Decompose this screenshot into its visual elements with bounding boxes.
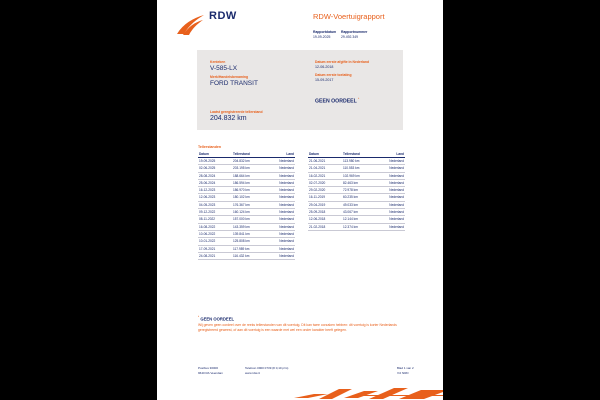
cell-reading: 203.195 km	[233, 166, 250, 171]
cell-date: 12-06-2023	[199, 195, 216, 200]
report-date: 19-09-2025	[313, 35, 331, 39]
odometer-table-left	[198, 151, 295, 260]
table-row	[308, 224, 405, 231]
cell-date: 12-06-2018	[309, 217, 326, 222]
cell-date: 21-04-2021	[309, 166, 326, 171]
cell-date: 16-11-2019	[309, 195, 326, 200]
cell-date: 16-08-2022	[199, 224, 216, 229]
cell-country: Nederland	[279, 224, 294, 229]
cell-reading: 113.980 km	[343, 159, 360, 163]
cell-date: 08-11-2022	[199, 217, 216, 222]
verdict	[315, 97, 359, 105]
table-row	[198, 246, 295, 253]
plate-label: Kenteken	[210, 60, 226, 64]
table-row	[198, 187, 295, 194]
table-row	[198, 165, 295, 172]
page-number: Blad 1 van 2	[397, 366, 414, 370]
table-row	[198, 173, 295, 180]
report-page	[157, 0, 443, 400]
make-label: Merk/Handelsbenaming	[210, 75, 249, 79]
contact-website: www.rdw.nl	[245, 371, 261, 375]
cell-country: Nederland	[279, 239, 294, 244]
document-version: V.0 NRD	[397, 371, 409, 375]
report-date-label: Rapportdatum	[313, 30, 337, 34]
report-date-block	[313, 30, 336, 40]
cell-date: 16-02-2021	[309, 173, 326, 178]
cell-country: Nederland	[279, 217, 294, 222]
cell-date: 02-06-2025	[199, 166, 216, 171]
table-row	[198, 180, 295, 187]
first-admission-value: 15-09-2017	[315, 78, 334, 82]
header-date: Datum	[199, 152, 209, 156]
cell-country: Nederland	[279, 231, 294, 236]
address-city: 9640 RA Veendam	[198, 371, 224, 375]
cell-reading: 116.432 km	[233, 253, 250, 258]
cell-reading: 186.970 km	[233, 188, 250, 193]
table-header	[308, 151, 405, 158]
cell-reading: 72.978 km	[343, 188, 358, 193]
table-row	[308, 194, 405, 201]
cell-date: 25-06-2024	[199, 180, 216, 185]
cell-country: Nederland	[279, 202, 294, 207]
document-title: RDW-Voertuigrapport	[313, 12, 385, 21]
cell-reading: 117.989 km	[233, 246, 250, 251]
cell-reading: 180.102 km	[233, 195, 250, 200]
cell-country: Nederland	[279, 195, 294, 200]
cell-country: Nederland	[389, 173, 404, 178]
footnote-title	[198, 315, 234, 321]
cell-country: Nederland	[389, 159, 404, 163]
cell-date: 24-08-2021	[199, 253, 216, 258]
plate-value: V-585-LX	[210, 65, 238, 72]
table-row	[198, 231, 295, 238]
cell-date: 21-06-2021	[309, 159, 326, 163]
rdw-logo-icon	[175, 14, 205, 36]
cell-date: 19-09-2025	[199, 159, 216, 163]
cell-country: Nederland	[279, 173, 294, 178]
contact-phone: Telefoon 0900 0739 (€ 0,10 p/m)	[245, 366, 289, 370]
cell-country: Nederland	[389, 224, 404, 229]
header-reading: Tellerstand	[233, 152, 250, 156]
cell-reading: 49.033 km	[343, 202, 358, 207]
stripes-decoration-icon	[294, 385, 443, 400]
first-admission-label: Datum eerste toelating	[315, 73, 352, 77]
cell-country: Nederland	[389, 202, 404, 207]
table-row	[198, 238, 295, 245]
cell-date: 09-12-2022	[199, 210, 216, 215]
cell-reading: 188.664 km	[233, 173, 250, 178]
table-row	[308, 180, 405, 187]
table-row	[308, 216, 405, 223]
cell-country: Nederland	[279, 188, 294, 193]
cell-reading: 82.463 km	[343, 180, 358, 185]
table-row	[308, 209, 405, 216]
report-number: 29.492.349	[341, 35, 358, 39]
cell-date: 28-08-2024	[199, 173, 216, 178]
cell-reading: 43.067 km	[343, 210, 358, 215]
cell-date: 02-07-2020	[309, 180, 326, 185]
report-number-label: Rapportnummer	[341, 30, 368, 34]
cell-country: Nederland	[279, 253, 294, 258]
table-row	[308, 173, 405, 180]
table-row	[198, 224, 295, 231]
cell-country: Nederland	[389, 217, 404, 222]
make-value: FORD TRANSIT	[210, 80, 258, 87]
page-info-block	[397, 366, 414, 376]
footnote-mark: ¹	[198, 315, 200, 319]
cell-reading: 12.374 km	[343, 224, 358, 229]
table-row	[198, 202, 295, 209]
cell-date: 21-02-2018	[309, 224, 326, 229]
cell-reading: 176.367 km	[233, 202, 250, 207]
cell-country: Nederland	[279, 166, 294, 171]
cell-reading: 160.124 km	[233, 210, 250, 215]
cell-date: 10-06-2022	[199, 231, 216, 236]
brand-name: RDW	[209, 10, 237, 22]
odometer-table-title: Tellerstanden	[198, 145, 222, 149]
table-row	[308, 165, 405, 172]
table-row	[198, 194, 295, 201]
verdict-text: GEEN OORDEEL	[315, 98, 357, 105]
cell-date: 25-09-2018	[309, 210, 326, 215]
cell-country: Nederland	[389, 166, 404, 171]
cell-reading: 102.969 km	[343, 173, 360, 178]
cell-country: Nederland	[279, 210, 294, 215]
footnote-title-text: GEEN OORDEEL	[200, 316, 235, 322]
cell-reading: 143.359 km	[233, 224, 250, 229]
table-row	[308, 202, 405, 209]
cell-date: 04-05-2023	[199, 202, 216, 207]
cell-reading: 110.553 km	[343, 166, 360, 171]
cell-country: Nederland	[389, 188, 404, 193]
table-row	[198, 216, 295, 223]
cell-country: Nederland	[279, 159, 294, 163]
contact-block	[245, 366, 288, 376]
cell-reading: 12.144 km	[343, 217, 358, 222]
cell-date: 17-09-2021	[199, 246, 216, 251]
cell-reading: 157.000 km	[233, 217, 250, 222]
cell-reading: 186.594 km	[233, 180, 250, 185]
cell-date: 29-02-2020	[309, 188, 326, 193]
table-row	[198, 158, 295, 165]
table-row	[308, 158, 405, 165]
cell-country: Nederland	[279, 246, 294, 251]
table-row	[198, 253, 295, 260]
last-odometer-label: Laatst geregistreerde tellerstand	[210, 110, 263, 114]
footnote-text: Wij geven geen oordeel over de reeks tellerstanden van dit voertuig. Dit kan twee oorzaken hebben: dit voertuig is korter Nederlands geregistreerd geweest, of aan dit voertuig is een waarde met wel een onder karakter beeft gelegen.	[198, 323, 397, 332]
cell-country: Nederland	[389, 195, 404, 200]
cell-date: 16-12-2023	[199, 188, 216, 193]
table-row	[308, 187, 405, 194]
header-reading: Tellerstand	[343, 152, 360, 156]
cell-reading: 204.832 km	[233, 159, 250, 163]
header-country: Land	[396, 152, 404, 156]
cell-date: 10-01-2022	[199, 239, 216, 244]
cell-reading: 125.808 km	[233, 239, 250, 244]
odometer-table-right	[308, 151, 405, 231]
cell-country: Nederland	[389, 210, 404, 215]
header-date: Datum	[309, 152, 319, 156]
first-nl-label: Datum eerste afgifte in Nederland	[315, 60, 370, 64]
header-country: Land	[286, 152, 294, 156]
report-number-block	[341, 30, 367, 40]
cell-country: Nederland	[279, 180, 294, 185]
cell-reading: 60.235 km	[343, 195, 358, 200]
address-po-box: Postbus 30000	[198, 366, 219, 370]
cell-reading: 139.841 km	[233, 231, 250, 236]
first-nl-value: 12-06-2018	[315, 65, 334, 69]
cell-country: Nederland	[389, 180, 404, 185]
address-block	[198, 366, 223, 376]
table-row	[198, 209, 295, 216]
cell-date: 29-04-2019	[309, 202, 326, 207]
verdict-footnote-mark: ¹	[358, 97, 360, 101]
table-header	[198, 151, 295, 158]
last-odometer-value: 204.832 km	[210, 115, 247, 122]
